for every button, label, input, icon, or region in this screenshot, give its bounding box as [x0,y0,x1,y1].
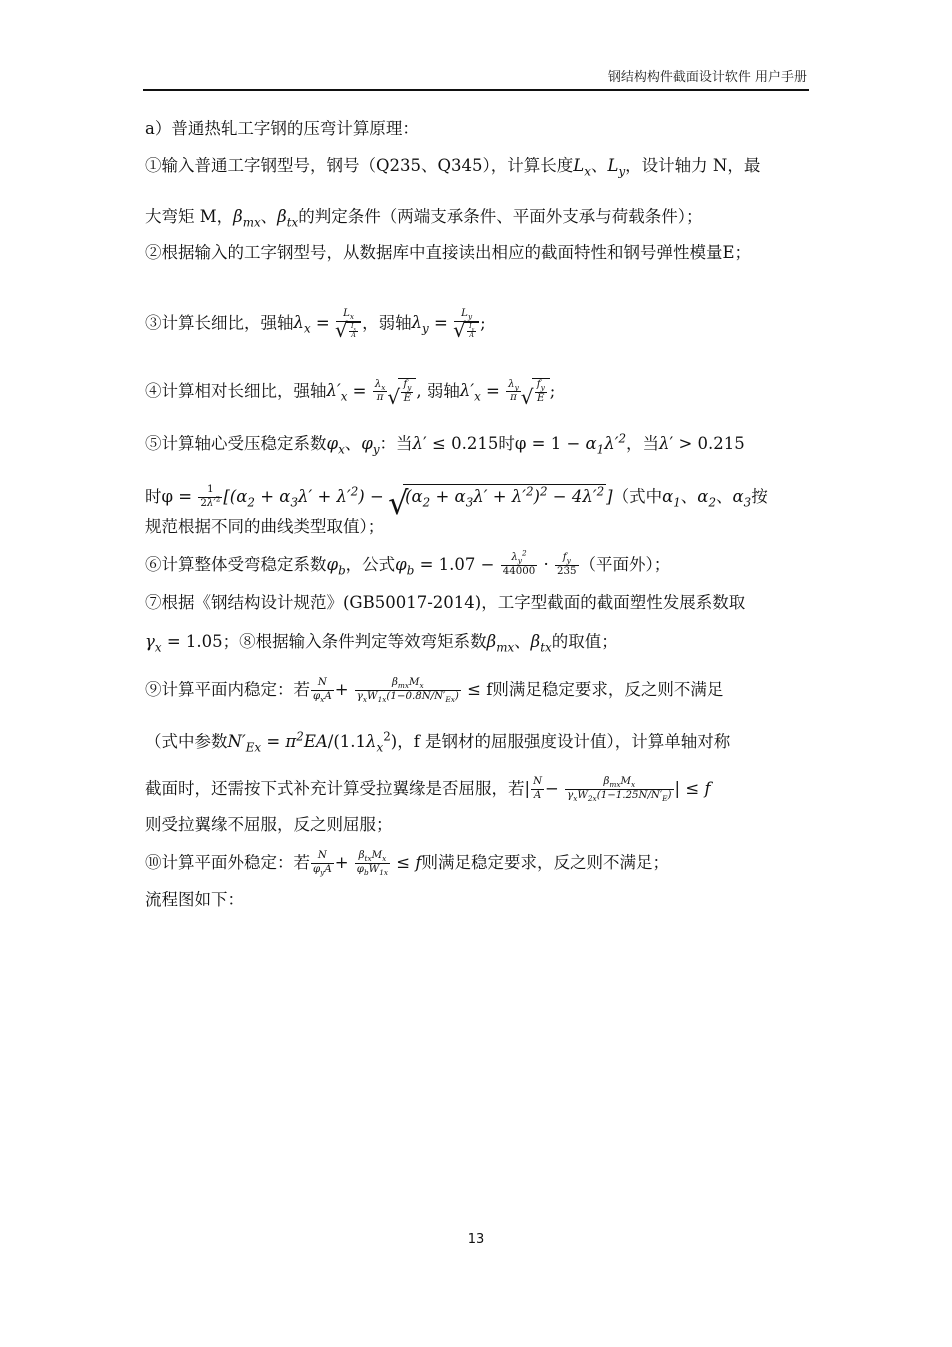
paragraph-9-line-1: ⑨计算平面内稳定：若 $\frac{N}{\varphi_xA}$ + $\frac{\beta_{mx}M_x}{\gamma_xW_{1x}(1-0.8N/N'_{Ex})}$ ≤ f则满足稳定要求，反之则不满足 [145,677,724,704]
paragraph-7-line-2: $\gamma_x = 1.05$；⑧根据输入条件判定等效弯矩系数$\beta_{mx}$、$\beta_{tx}$的取值； [145,632,618,655]
page-number: 13 [467,1232,485,1247]
paragraph-9-line-2: （式中参数$N'_{Ex} = \pi^2EA/(1.1\lambda_x^2)$，f 是钢材的屈服强度设计值），计算单轴对称 [145,729,731,755]
paragraph-6: ⑥计算整体受弯稳定系数$\varphi_b$，公式$\varphi_b = 1.07$ − $\frac{\lambda_y^2}{44000}$ · $\frac{f_y}{235}$ （平面外）； [145,548,671,578]
header-rule [143,89,809,91]
paragraph-5-line-2: 时φ = $\frac{1}{2\lambda'^2}$ [$(\alpha_2 + \alpha_3\lambda' + \lambda'^2)$ − √ $(\alpha_2 + \alpha_3\lambda' + \lambda'^2)^2 - 4\lambda'^2$ ]（式中$\alpha_1$、$\alpha_2$、$\alpha_3$按 [145,484,810,511]
paragraph-5-line-3: 规范根据不同的曲线类型取值）； [145,517,385,536]
paragraph-9-line-3: 截面时，还需按下式补充计算受拉翼缘是否屈服，若| $\frac{N}{A}$ − $\frac{\beta_{mx}M_x}{\gamma_xW_{2x}(1-1.25N/N'_E)}$ | ≤ f [145,776,711,803]
paragraph-3: ③计算长细比，强轴$\lambda_x$ = $L_x$ √ $\frac{I_x}{A}$ ，弱轴$\lambda_y$ = $L_y$ √ $\frac{I_y}{A}$ ; [145,308,810,340]
paragraph-2: ②根据输入的工字钢型号，从数据库中直接读出相应的截面特性和钢号弹性模量E； [145,243,752,262]
paragraph-1-line-1: ①输入普通工字钢型号，钢号（Q235、Q345），计算长度$L_x$、$L_y$，设计轴力 N，最 [145,156,761,179]
paragraph-5-line-1: ⑤计算轴心受压稳定系数$\varphi_x$、$\varphi_y$：当λ′ ≤ 0.215时$\varphi = 1 - \alpha_1\lambda'^2$，当λ′ > 0.215 [145,431,745,457]
paragraph-9-line-4: 则受拉翼缘不屈服，反之则屈服； [145,815,393,834]
paragraph-4: ④计算相对长细比，强轴$\lambda'_x$ = $\frac{\lambda_x}{\pi}$ √ $\frac{f_y}{E}$ , 弱轴$\lambda'_x$ = $\frac{\lambda_y}{\pi}$ √ $\frac{f_y}{E}$ ; [145,378,810,406]
flowchart-intro: 流程图如下： [145,890,244,909]
section-title: a）普通热轧工字钢的压弯计算原理： [145,119,419,138]
header-title: 钢结构构件截面设计软件 用户手册 [607,70,807,85]
paragraph-7-line-1: ⑦根据《钢结构设计规范》(GB50017-2014)，工字型截面的截面塑性发展系数取 [145,593,746,612]
paragraph-10: ⑩计算平面外稳定：若 $\frac{N}{\varphi_yA}$ + $\frac{\beta_{tx}M_x}{\varphi_bW_{1x}}$ ≤ f则满足稳定要求，反之则不满足； [145,850,669,877]
paragraph-1-line-2: 大弯矩 M，$\beta_{mx}$、$\beta_{tx}$的判定条件（两端支承条件、平面外支承与荷载条件）； [145,207,703,230]
